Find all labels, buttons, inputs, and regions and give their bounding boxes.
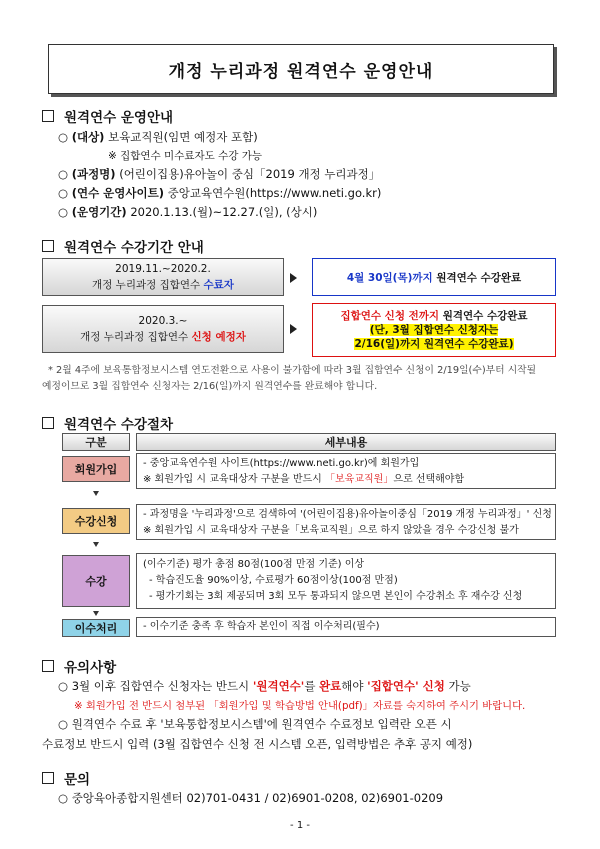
section-procedure-heading: [42, 413, 173, 433]
arrow-down-icon: [93, 611, 99, 616]
circle-bullet-icon: ○: [58, 791, 72, 805]
target-note: ※ 집합연수 미수료자도 수강 가능: [108, 150, 263, 162]
circle-bullet-icon: ○: [58, 717, 72, 731]
period-row1-right: 4월 30일(목)까지 원격연수 수강완료: [312, 258, 556, 296]
col-detail-header: 세부내용: [136, 433, 556, 451]
circle-bullet-icon: ○: [58, 167, 72, 181]
circle-bullet-icon: ○: [58, 130, 72, 144]
footnote-line1: * 2월 4주에 보육통합정보시스템 연도전환으로 사용이 불가함에 따라 3월 집합연수 신청이 2/19일(수)부터 시작될: [48, 365, 537, 376]
notice-line1: ○ 3월 이후 집합연수 신청자는 반드시 '원격연수'를 완료해야 '집합연수' 신청 가능: [58, 679, 471, 693]
circle-bullet-icon: ○: [58, 679, 72, 693]
step-register-label: 수강신청: [62, 508, 130, 534]
section-period-heading: [42, 236, 204, 256]
period-row2-left: 2020.3.~ 개정 누리과정 집합연수 신청 예정자: [42, 305, 284, 353]
col-type-header: 구분: [62, 433, 130, 451]
heading-text: 문의: [64, 772, 91, 788]
page-title-text: 개정 누리과정 원격연수 운영안내: [168, 61, 434, 82]
heading-text: 원격연수 수강절차: [64, 417, 174, 433]
step-register-detail: - 과정명을 '누리과정'으로 검색하여 '(어린이집용)유아놀이중심「2019 개정 누리과정」' 신청 ※ 회원가입 시 교육대상자 구분을「보육교직원」으로 하지 않았을 경우 수강신청 불가: [136, 504, 556, 540]
period-line: ○ (운영기간) 2020.1.13.(월)~12.27.(일), (상시): [58, 205, 318, 219]
heading-text: 원격연수 수강기간 안내: [64, 240, 204, 256]
circle-bullet-icon: ○: [58, 186, 72, 200]
square-bullet-icon: [42, 660, 54, 672]
page-title: [48, 44, 554, 94]
period-row1-left: 2019.11.~2020.2. 개정 누리과정 집합연수 수료자: [42, 258, 284, 296]
arrow-right-icon: [290, 324, 297, 334]
square-bullet-icon: [42, 110, 54, 122]
section-notice-heading: [42, 656, 116, 676]
step-complete-label: 이수처리: [62, 619, 130, 637]
notice-line3: ○ 원격연수 수료 후 '보육통합정보시스템'에 원격연수 수료정보 입력란 오픈 시: [58, 717, 452, 731]
course-line: ○ (과정명) (어린이집용)유아놀이 중심「2019 개정 누리과정」: [58, 167, 381, 181]
target-line: ○ (대상) 보육교직원(임면 예정자 포함): [58, 130, 258, 144]
arrow-down-icon: [93, 542, 99, 547]
section-overview-heading: [42, 106, 173, 126]
notice-line2: ※ 회원가입 전 반드시 첨부된 「회원가입 및 학습방법 안내(pdf)」자료를 숙지하여 주시기 바랍니다.: [74, 700, 526, 712]
footnote-line2: 예정이므로 3월 집합연수 신청자는 2/16(일)까지 원격연수를 완료해야 합니다.: [42, 381, 378, 392]
step-study-label: 수강: [62, 555, 130, 607]
section-contact-heading: [42, 768, 90, 788]
step-signup-label: 회원가입: [62, 456, 130, 482]
contact-line: ○ 중앙육아종합지원센터 02)701-0431 / 02)6901-0208, 02)6901-0209: [58, 791, 444, 805]
arrow-right-icon: [290, 273, 297, 283]
heading-text: 유의사항: [64, 660, 117, 676]
site-line: ○ (연수 운영사이트) 중앙교육연수원(https://www.neti.go.kr): [58, 186, 382, 200]
arrow-down-icon: [93, 491, 99, 496]
square-bullet-icon: [42, 772, 54, 784]
square-bullet-icon: [42, 417, 54, 429]
period-row2-right: 집합연수 신청 전까지 원격연수 수강완료 (단, 3월 집합연수 신청자는 2/16(일)까지 원격연수 수강완료): [312, 303, 556, 357]
notice-line4: 수료정보 반드시 입력 (3월 집합연수 신청 전 시스템 오픈, 입력방법은 추후 공지 예정): [42, 737, 473, 751]
square-bullet-icon: [42, 240, 54, 252]
page-number: - 1 -: [290, 820, 310, 831]
step-study-detail: (이수기준) 평가 총점 80점(100점 만점 기준) 이상 - 학습진도율 90%이상, 수료평가 60점이상(100점 만점) - 평가기회는 3회 제공되며 3회 모두 통과되지 않으면 본인이 수강취소 후 재수강 신청: [136, 553, 556, 609]
heading-text: 원격연수 운영안내: [64, 110, 174, 126]
step-signup-detail: - 중앙교육연수원 사이트(https://www.neti.go.kr)에 회원가입 ※ 회원가입 시 교육대상자 구분을 반드시 「보육교직원」으로 선택해야함: [136, 453, 556, 489]
circle-bullet-icon: ○: [58, 205, 72, 219]
step-complete-detail: - 이수기준 충족 후 학습자 본인이 직접 이수처리(필수): [136, 617, 556, 637]
